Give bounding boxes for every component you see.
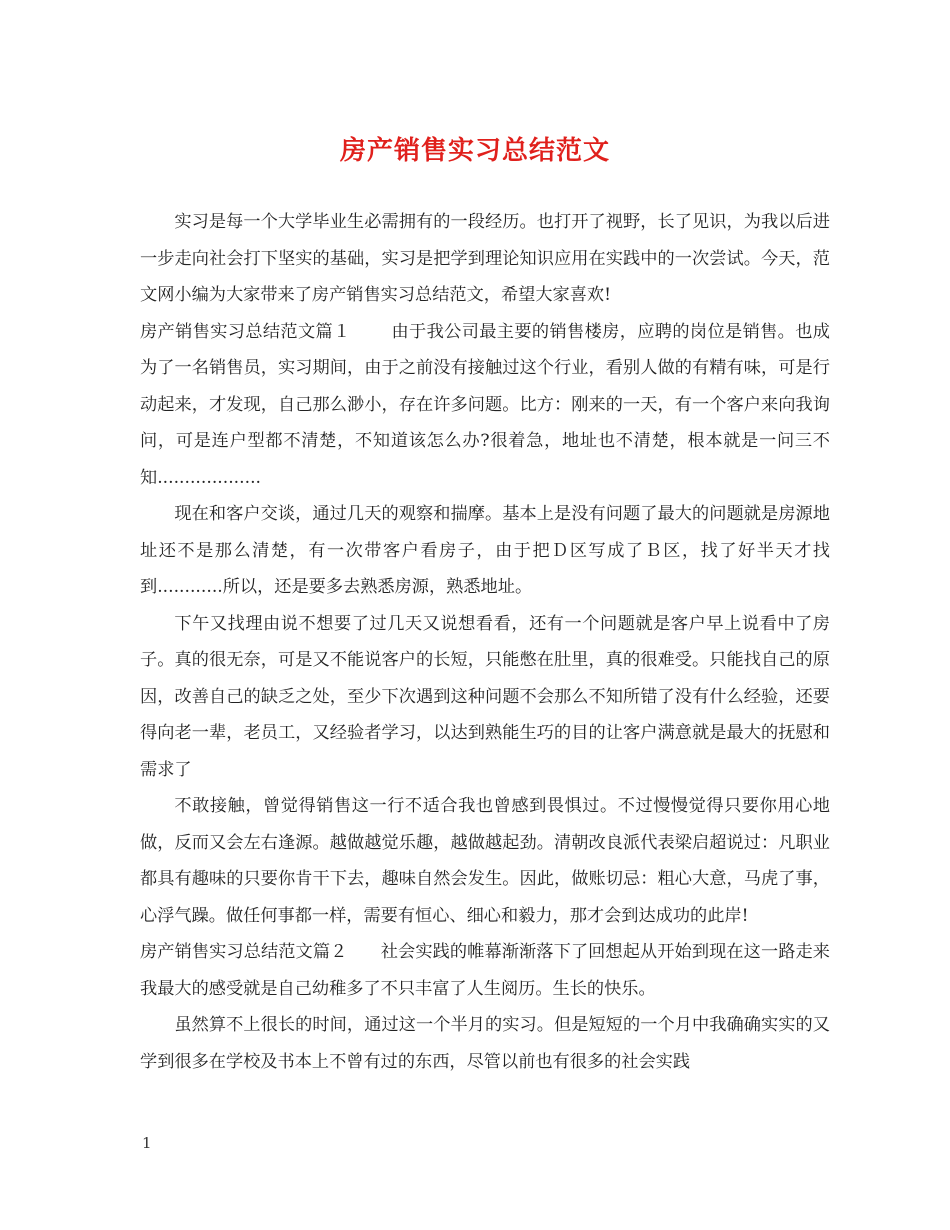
paragraph: 不敢接触，曾觉得销售这一行不适合我也曾感到畏惧过。不过慢慢觉得只要你用心地做，反而又会左右逢源。越做越觉乐趣，越做越起劲。清朝改良派代表梁启超说过：凡职业都具有趣味的只要你肯干下去，趣味自然会发生。因此，做账切忌：粗心大意，马虎了事，心浮气躁。做任何事都一样，需要有恒心、细心和毅力，那才会到达成功的此岸! (140, 796, 830, 926)
paragraph-text: 社会实践的帷幕渐渐落下了回想起从开始到现在这一路走来我最大的感受就是自己幼稚多了不只丰富了人生阅历。生长的快乐。 (140, 942, 830, 999)
page-number: 1 (142, 1134, 152, 1152)
paragraph: 实习是每一个大学毕业生必需拥有的一段经历。也打开了视野，长了见识，为我以后进一步走向社会打下坚实的基础，实习是把学到理论知识应用在实践中的一次尝试。今天，范文网小编为大家带来了房产销售实习总结范文，希望大家喜欢! (140, 212, 830, 305)
section-heading: 房产销售实习总结范文篇１ (140, 321, 351, 342)
section-2-paragraph (140, 934, 830, 1007)
paragraph: 现在和客户交谈，通过几天的观察和揣摩。基本上是没有问题了最大的问题就是房源地址还不是那么清楚，有一次带客户看房子，由于把Ｄ区写成了Ｂ区，找了好半天才找到............所以，还是要多去熟悉房源，熟悉地址。 (140, 504, 830, 597)
document-body (140, 204, 830, 1080)
paragraph-text: 由于我公司最主要的销售楼房，应聘的岗位是销售。也成为了一名销售员，实习期间，由于之前没有接触过这个行业，看别人做的有精有味，可是行动起来，才发现，自己那么渺小，存在许多问题。比方：刚来的一天，有一个客户来向我询问，可是连户型都不清楚，不知道该怎么办?很着急，地址也不清楚，根本就是一问三不知................... (140, 321, 830, 488)
paragraph: 虽然算不上很长的时间，通过这一个半月的实习。但是短短的一个月中我确确实实的又学到很多在学校及书本上不曾有过的东西，尽管以前也有很多的社会实践 (140, 1015, 830, 1072)
section-heading: 房产销售实习总结范文篇２ (140, 942, 348, 962)
paragraph: 下午又找理由说不想要了过几天又说想看看，还有一个问题就是客户早上说看中了房子。真的很无奈，可是又不能说客户的长短，只能憋在肚里，真的很难受。只能找自己的原因，改善自己的缺乏之处，至少下次遇到这种问题不会那么不知所错了没有什么经验，还要得向老一辈，老员工，又经验者学习，以达到熟能生巧的目的让客户满意就是最大的抚慰和需求了 (140, 613, 830, 780)
document-title: 房产销售实习总结范文 (339, 136, 610, 166)
section-1-paragraph (140, 314, 830, 497)
